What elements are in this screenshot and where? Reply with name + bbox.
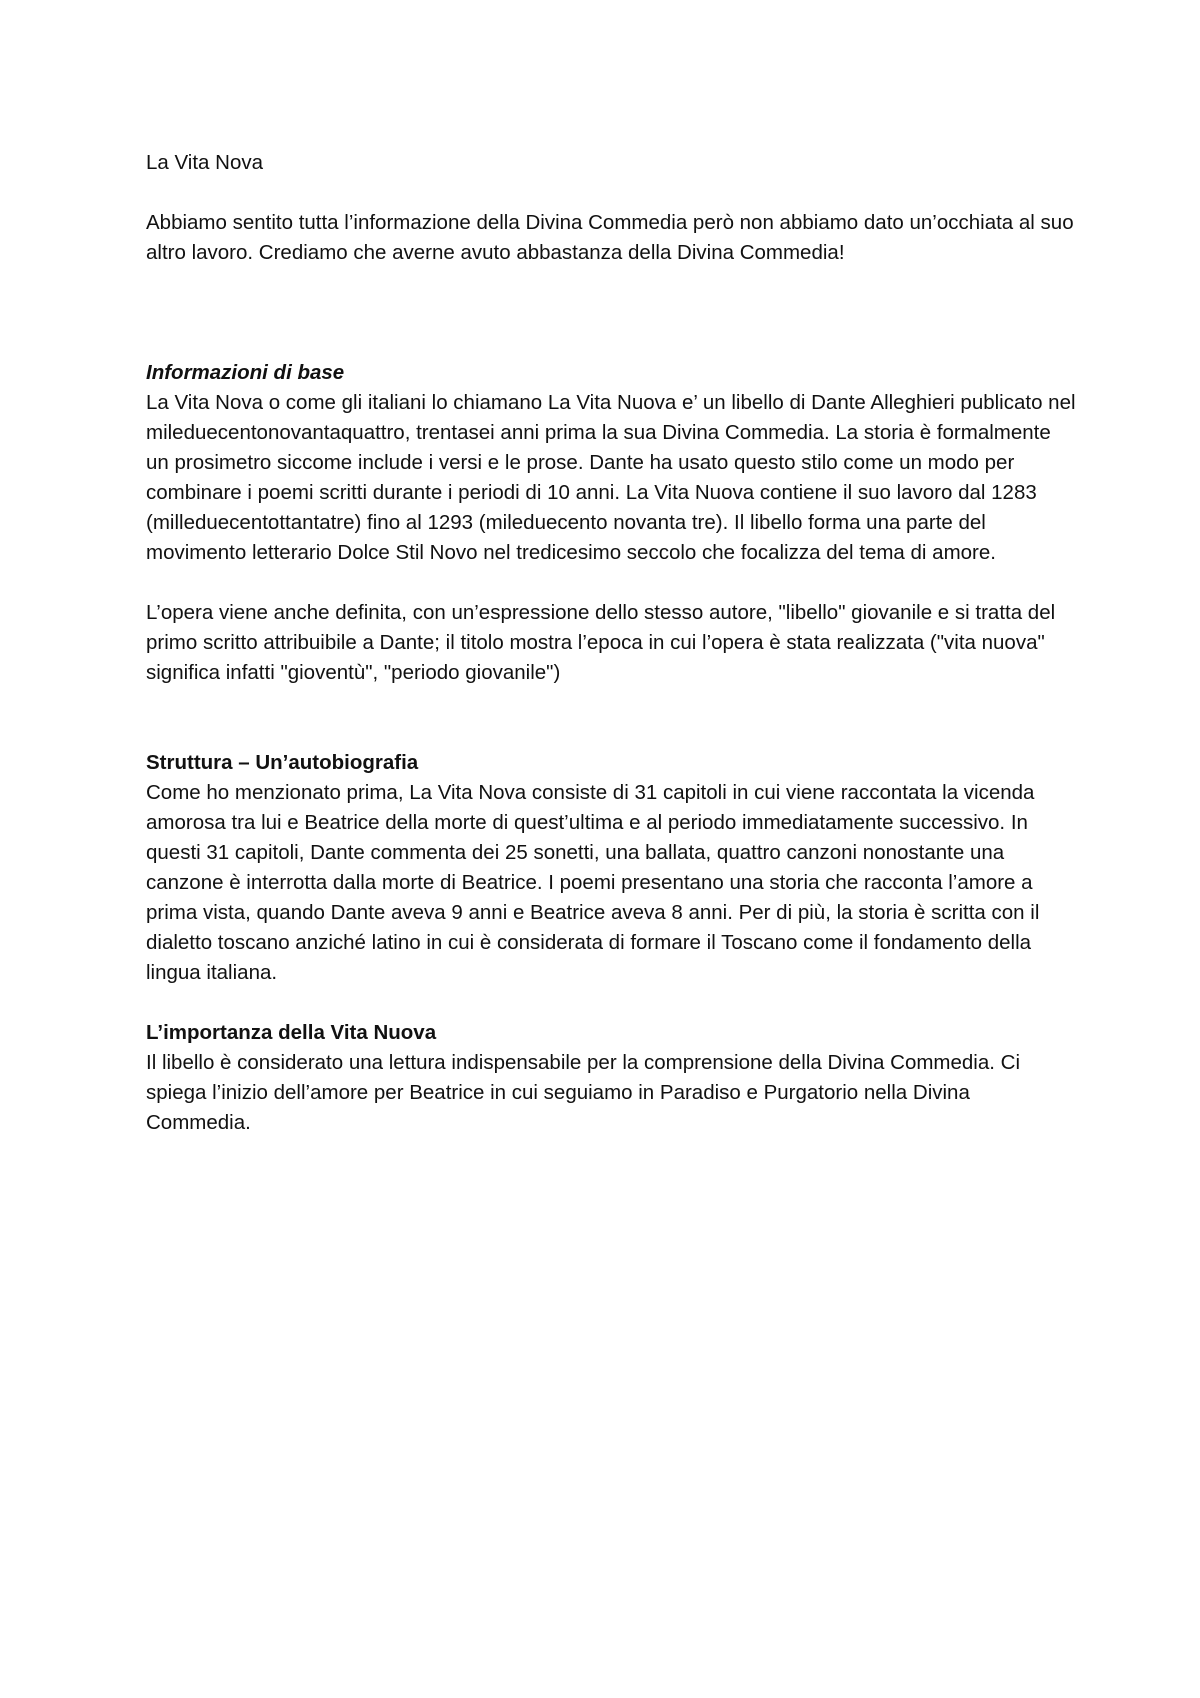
- section-heading-struttura: Struttura – Un’autobiografia: [146, 751, 419, 774]
- document-title: La Vita Nova: [146, 151, 264, 174]
- spacer: [146, 268, 1076, 358]
- spacer: [146, 988, 1076, 1018]
- paragraph-informazioni-1: La Vita Nova o come gli italiani lo chiamano La Vita Nuova e’ un libello di Dante Alleghieri publicato nel mileduecentonovantaquattro, trentasei anni prima la sua Divina Commedia. La storia è formalmente un prosimetro siccome include i versi e le prose. Dante ha usato questo stilo come un modo per combinare i poemi scritti durante i periodi di 10 anni. La Vita Nuova contiene il suo lavoro dal 1283 (milleduecentottantatre) fino al 1293 (mileduecento novanta tre). Il libello forma una parte del movimento letterario Dolce Stil Novo nel tredicesimo seccolo che focalizza del tema di amore.: [146, 391, 1076, 564]
- paragraph-informazioni-2: L’opera viene anche definita, con un’espressione dello stesso autore, "libello" giovanile e si tratta del primo scritto attribuibile a Dante; il titolo mostra l’epoca in cui l’opera è stata realizzata ("vita nuova" significa infatti "gioventù", "periodo giovanile"): [146, 601, 1056, 684]
- paragraph-struttura: Come ho menzionato prima, La Vita Nova consiste di 31 capitoli in cui viene raccontata la vicenda amorosa tra lui e Beatrice della morte di quest’ultima e al periodo immediatamente successivo. In questi 31 capitoli, Dante commenta dei 25 sonetti, una ballata, quattro canzoni nonostante una canzone è interrotta dalla morte di Beatrice. I poemi presentano una storia che racconta l’amore a prima vista, quando Dante aveva 9 anni e Beatrice aveva 8 anni. Per di più, la storia è scritta con il dialetto toscano anziché latino in cui è considerata di formare il Toscano come il fondamento della lingua italiana.: [146, 781, 1040, 984]
- section-heading-informazioni: Informazioni di base: [146, 361, 345, 384]
- spacer: [146, 688, 1076, 748]
- document-body: [146, 148, 1076, 1138]
- paragraph-importanza: Il libello è considerato una lettura indispensabile per la comprensione della Divina Commedia. Ci spiega l’inizio dell’amore per Beatrice in cui seguiamo in Paradiso e Purgatorio nella Divina Commedia.: [146, 1051, 1021, 1134]
- section-heading-importanza: L’importanza della Vita Nuova: [146, 1021, 437, 1044]
- spacer: [146, 568, 1076, 598]
- intro-paragraph: Abbiamo sentito tutta l’informazione della Divina Commedia però non abbiamo dato un’occhiata al suo altro lavoro. Crediamo che averne avuto abbastanza della Divina Commedia!: [146, 211, 1074, 264]
